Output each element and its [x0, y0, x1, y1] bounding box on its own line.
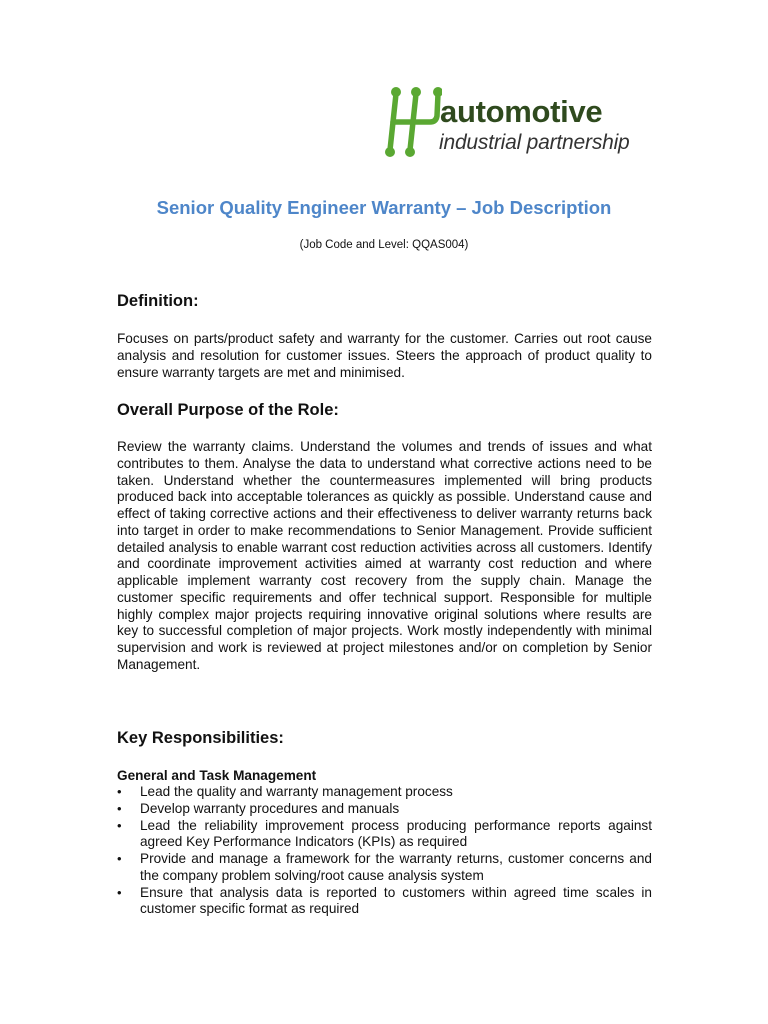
list-item: [117, 784, 652, 801]
bullet-icon: •: [117, 800, 122, 816]
list-item-text: Provide and manage a framework for the warranty returns, customer concerns and the company problem solving/root cause analysis system: [140, 851, 652, 883]
definition-text: Focuses on parts/product safety and warranty for the customer. Carries out root cause analysis and resolution for customer issues. Steers the approach of product quality to ensure warranty targets are met and minimised.: [117, 331, 652, 380]
purpose-heading: Overall Purpose of the Role:: [117, 401, 339, 419]
list-item: [117, 885, 652, 919]
logo-tagline: industrial partnership: [439, 131, 630, 154]
list-item-text: Lead the reliability improvement process producing performance reports against agreed Key Performance Indicators (KPIs) as required: [140, 817, 652, 850]
list-item: [117, 801, 652, 818]
page-title: Senior Quality Engineer Warranty – Job Description: [156, 197, 612, 218]
list-item: [117, 818, 652, 852]
job-code: (Job Code and Level: QQAS004): [299, 239, 469, 251]
responsibilities-heading: Key Responsibilities:: [117, 729, 284, 747]
list-item-text: Develop warranty procedures and manuals: [140, 800, 400, 816]
bullet-icon: •: [117, 884, 122, 900]
responsibilities-list: [117, 784, 652, 918]
purpose-text: Review the warranty claims. Understand the volumes and trends of issues and what contributes to them. Analyse the data to understand what corrective actions need to be taken. Understand whether the countermeasures implemented will bring products produced back into acceptable tolerances as quickly as possible. Understand cause and effect of taking corrective actions and their effectiveness to deliver warranty returns back into target in order to make recommendations to Senior Management. Provide sufficient detailed analysis to enable warrant cost reduction activities across all customers. Identify and coordinate improvement activities aimed at warranty cost reduction and where applicable implement warranty cost recovery from the supply chain. Manage the customer specific requirements and offer technical support. Responsible for multiple highly complex major projects requiring innovative original solutions where results are key to successful completion of major projects. Work mostly independently with minimal supervision and work is reviewed at project milestones and/or on completion by Senior Management.: [117, 439, 652, 672]
definition-heading: Definition:: [117, 292, 199, 310]
list-item-text: Ensure that analysis data is reported to customers within agreed time scales in customer specific format as required: [140, 884, 652, 917]
company-logo: [380, 86, 670, 158]
bullet-icon: •: [117, 817, 122, 833]
list-item-text: Lead the quality and warranty management process: [140, 784, 453, 799]
list-item: [117, 851, 652, 885]
hh-logo-mark-icon: [380, 86, 442, 158]
responsibilities-subheading: General and Task Management: [117, 768, 317, 783]
bullet-icon: •: [117, 784, 122, 799]
logo-wordmark: automotive: [440, 94, 603, 129]
bullet-icon: •: [117, 851, 122, 866]
